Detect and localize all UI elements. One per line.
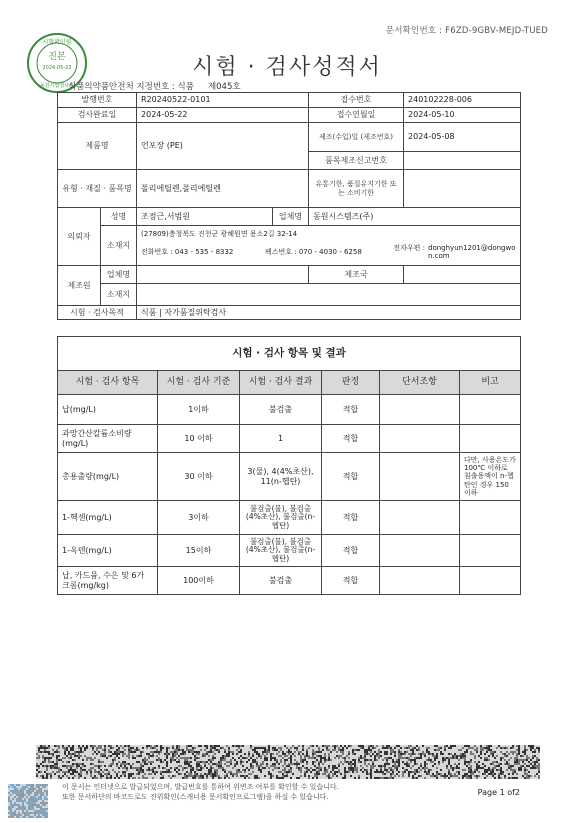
client-address-value: (27809)충청북도 진천군 광혜원면 용소2길 32-14 bbox=[141, 230, 298, 239]
purpose-label: 시험 · 검사목적 bbox=[58, 306, 137, 320]
result-note: 다만, 사용온도가 100℃ 이하로 침출용액이 n-헵탄인 경우 150 이하 bbox=[460, 453, 521, 501]
receipt-date-value: 2024-05-10 bbox=[404, 108, 521, 123]
report-number-label: 품목제조신고번호 bbox=[309, 152, 404, 170]
result-value: 불검출 bbox=[240, 567, 322, 595]
column-header: 비고 bbox=[460, 371, 521, 395]
column-header: 시험 · 검사 결과 bbox=[240, 371, 322, 395]
result-standard: 100이하 bbox=[158, 567, 240, 595]
client-fax bbox=[265, 248, 362, 257]
product-name-label: 제품명 bbox=[58, 123, 137, 170]
tel-value: 043 - 535 - 8332 bbox=[174, 248, 234, 256]
maker-label: 제조원 bbox=[58, 266, 101, 306]
result-value: 1 bbox=[240, 425, 322, 453]
stamp-center-text: 진본 bbox=[48, 52, 66, 62]
result-value: 불검출 bbox=[240, 395, 322, 425]
maker-country-label: 제조국 bbox=[309, 266, 404, 284]
expiry-label: 유통기한, 품질유지기한 또는 소비기한 bbox=[309, 170, 404, 208]
result-item: 납, 카드뮴, 수은 및 6가 크롬(mg/kg) bbox=[58, 567, 158, 595]
result-judgement: 적합 bbox=[322, 425, 380, 453]
receipt-date-label: 접수연월일 bbox=[309, 108, 404, 123]
client-company-value: 동원시스템즈(주) bbox=[309, 208, 521, 226]
column-header: 시험 · 검사 항목 bbox=[58, 371, 158, 395]
fax-value: 070 - 4030 - 6258 bbox=[298, 248, 362, 256]
footer-notice bbox=[62, 782, 339, 802]
document-confirm-label: 문서확인번호 : bbox=[385, 26, 443, 36]
client-address-block bbox=[137, 226, 521, 266]
manufacture-date-label: 제조(수입)일 (제조번호) bbox=[309, 123, 404, 152]
result-standard: 1이하 bbox=[158, 395, 240, 425]
type-material-label: 유형 · 재질 · 품목명 bbox=[58, 170, 137, 208]
result-proviso bbox=[380, 501, 460, 535]
maker-country-value bbox=[404, 266, 521, 284]
result-item: 납(mg/L) bbox=[58, 395, 158, 425]
certificate-info-table bbox=[57, 92, 521, 320]
product-name-value: 언포장 (PE) bbox=[137, 123, 309, 170]
result-item: 과망간산칼륨소비량(mg/L) bbox=[58, 425, 158, 453]
result-judgement: 적합 bbox=[322, 395, 380, 425]
page-number: Page 1 of2 bbox=[477, 788, 520, 797]
expiry-value bbox=[404, 170, 521, 208]
result-value: 3(물), 4(4%초산), 11(n-헵탄) bbox=[240, 453, 322, 501]
purpose-value: 식품 | 자가품질위탁검사 bbox=[137, 306, 521, 320]
result-proviso bbox=[380, 567, 460, 595]
result-proviso bbox=[380, 453, 460, 501]
footer-line-1: 이 문서는 인터넷으로 발급되었으며, 발급번호를 통하여 위변조 여부를 확인할 수 있습니다. bbox=[62, 783, 339, 791]
result-proviso bbox=[380, 535, 460, 567]
maker-company-label: 업체명 bbox=[101, 266, 137, 284]
result-judgement: 적합 bbox=[322, 501, 380, 535]
result-value: 불검출(물), 불검출(4%초산), 불검출(n-헵탄) bbox=[240, 535, 322, 567]
footer-line-2: 또한 문서하단의 바코드로도 진위확인(스캐너용 문서확인프로그램)을 하실 수 있습니다. bbox=[62, 793, 329, 801]
result-judgement: 적합 bbox=[322, 567, 380, 595]
document-confirm-number bbox=[386, 24, 548, 36]
email-label: 전자우편 : bbox=[393, 243, 426, 252]
client-address-label: 소재지 bbox=[101, 226, 137, 266]
result-standard: 3이하 bbox=[158, 501, 240, 535]
result-note bbox=[460, 501, 521, 535]
column-header: 시험 · 검사 기준 bbox=[158, 371, 240, 395]
client-tel bbox=[141, 248, 233, 257]
fax-label: 팩스번호 : bbox=[264, 248, 297, 256]
result-note bbox=[460, 535, 521, 567]
column-header: 판정 bbox=[322, 371, 380, 395]
report-number-value bbox=[404, 152, 521, 170]
result-value: 불검출(물), 불검출(4%초산), 불검출(n-헵탄) bbox=[240, 501, 322, 535]
maker-address-label: 소재지 bbox=[101, 284, 137, 306]
result-standard: 15이하 bbox=[158, 535, 240, 567]
result-proviso bbox=[380, 395, 460, 425]
result-note bbox=[460, 395, 521, 425]
receipt-number-label: 접수번호 bbox=[309, 93, 404, 108]
client-contact-row bbox=[141, 244, 516, 261]
maker-company-value bbox=[137, 266, 309, 284]
result-proviso bbox=[380, 425, 460, 453]
security-mark-icon bbox=[8, 784, 48, 818]
email-value: donghyun1201@dongwon.com bbox=[428, 243, 516, 261]
client-company-label: 업체명 bbox=[273, 208, 309, 226]
result-item: 1-헥센(mg/L) bbox=[58, 501, 158, 535]
page-title: 시험 · 검사성적서 bbox=[192, 55, 382, 80]
issue-number-label: 발행번호 bbox=[58, 93, 137, 108]
result-judgement: 적합 bbox=[322, 453, 380, 501]
complete-date-value: 2024-05-22 bbox=[137, 108, 309, 123]
manufacture-date-value: 2024-05-08 bbox=[404, 123, 521, 152]
client-name-label: 성명 bbox=[101, 208, 137, 226]
test-results-table bbox=[57, 336, 521, 595]
type-material-value: 폴리에틸렌,폴리에틸렌 bbox=[137, 170, 309, 208]
document-confirm-value: F6ZD-9GBV-MEJD-TUED bbox=[445, 26, 548, 36]
result-note bbox=[460, 567, 521, 595]
result-item: 1-옥텐(mg/L) bbox=[58, 535, 158, 567]
stamp-top-text: 시험확인필 bbox=[42, 39, 72, 46]
result-item: 총용출량(mg/L) bbox=[58, 453, 158, 501]
result-standard: 10 이하 bbox=[158, 425, 240, 453]
result-judgement: 적합 bbox=[322, 535, 380, 567]
document-barcode-icon bbox=[36, 745, 540, 779]
client-label: 의뢰자 bbox=[58, 208, 101, 266]
maker-address-value bbox=[137, 284, 521, 306]
designation-number: 제045호 bbox=[207, 82, 241, 92]
designation-line bbox=[68, 80, 241, 92]
result-note bbox=[460, 425, 521, 453]
stamp-date-text: 2024-05-22 bbox=[42, 65, 72, 71]
tel-label: 전화번호 : bbox=[141, 248, 173, 256]
designation-label: 식품의약품안전처 지정번호 : 식품 bbox=[68, 82, 194, 92]
column-header: 단서조항 bbox=[380, 371, 460, 395]
client-name-value: 조점근,서범원 bbox=[137, 208, 273, 226]
complete-date-label: 검사완료일 bbox=[58, 108, 137, 123]
receipt-number-value: 240102228-006 bbox=[404, 93, 521, 108]
issue-number-value: R20240522-0101 bbox=[137, 93, 309, 108]
result-standard: 30 이하 bbox=[158, 453, 240, 501]
stamp-bottom-text: 동원시험검사팀 bbox=[40, 83, 74, 89]
client-email bbox=[393, 244, 516, 261]
results-heading: 시험 · 검사 항목 및 결과 bbox=[58, 337, 521, 371]
